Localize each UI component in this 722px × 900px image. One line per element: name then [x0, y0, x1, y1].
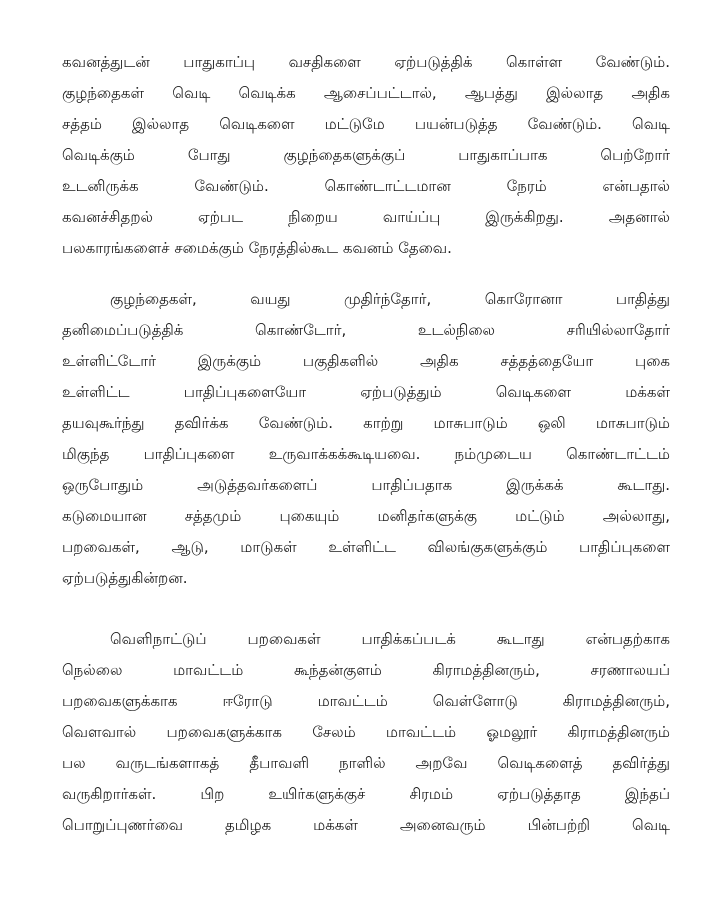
text-line: குழந்தைகள் வெடி வெடிக்க ஆசைப்பட்டால், ஆபத்து இல்லாத அதிக [62, 84, 670, 102]
text-line: குழந்தைகள், வயது முதிர்ந்தோர், கொரோனா பாதித்து [110, 290, 670, 308]
text-line: நெல்லை மாவட்டம் கூந்தன்குளம் கிராமத்தினரும், சரணாலயப் [62, 661, 670, 679]
text-line: மிகுந்த பாதிப்புகளை உருவாக்கக்கூடியவை. நம்முடைய கொண்டாட்டம் [62, 445, 670, 463]
paragraph-spacer [62, 594, 670, 624]
paragraph-spacer [62, 264, 670, 284]
text-line: உடனிருக்க வேண்டும். கொண்டாட்டமான நேரம் என்பதால் [62, 177, 670, 195]
text-line: பொறுப்புணர்வை தமிழக மக்கள் அனைவரும் பின்பற்றி வெடி [62, 816, 670, 834]
text-line: பலகாரங்களைச் சமைக்கும் நேரத்தில்கூட கவனம் தேவை. [62, 239, 452, 257]
text-line: தனிமைப்படுத்திக் கொண்டோர், உடல்நிலை சரியில்லாதோர் [62, 321, 670, 339]
text-line: வெடிக்கும் போது குழந்தைகளுக்குப் பாதுகாப்பாக பெற்றோர் [62, 146, 670, 164]
text-line: உள்ளிட்ட பாதிப்புகளையோ ஏற்படுத்தும் வெடிகளை மக்கள் [62, 383, 670, 401]
text-line: கவனத்துடன் பாதுகாப்பு வசதிகளை ஏற்படுத்திக் கொள்ள வேண்டும். [62, 53, 670, 71]
text-line: சத்தம் இல்லாத வெடிகளை மட்டுமே பயன்படுத்த வேண்டும். வெடி [62, 115, 670, 133]
text-line: ஏற்படுத்துகின்றன. [62, 569, 188, 587]
text-line: தயவுகூர்ந்து தவிர்க்க வேண்டும். காற்று மாசுபாடும் ஒலி மாசுபாடும் [62, 414, 670, 432]
text-line: வௌவால் பறவைகளுக்காக சேலம் மாவட்டம் ஓமலூர் கிராமத்தினரும் [62, 723, 670, 741]
text-line: கடுமையான சத்தமும் புகையும் மனிதர்களுக்கு மட்டும் அல்லாது, [62, 507, 670, 525]
paragraph-2 [62, 284, 670, 594]
text-line: உள்ளிட்டோர் இருக்கும் பகுதிகளில் அதிக சத்தத்தையோ புகை [62, 352, 670, 370]
text-line: பறவைகள், ஆடு, மாடுகள் உள்ளிட்ட விலங்குகளுக்கும் பாதிப்புகளை [62, 538, 670, 556]
document-page [62, 47, 670, 841]
text-line: வெளிநாட்டுப் பறவைகள் பாதிக்கப்படக் கூடாது என்பதற்காக [110, 630, 670, 648]
text-line: ஒருபோதும் அடுத்தவர்களைப் பாதிப்பதாக இருக்கக் கூடாது. [62, 476, 670, 494]
paragraph-1 [62, 47, 670, 264]
text-line: கவனச்சிதறல் ஏற்பட நிறைய வாய்ப்பு இருக்கிறது. அதனால் [62, 208, 670, 226]
text-line: வருகிறார்கள். பிற உயிர்களுக்குச் சிரமம் ஏற்படுத்தாத இந்தப் [62, 785, 670, 803]
text-line: பல வருடங்களாகத் தீபாவளி நாளில் அறவே வெடிகளைத் தவிர்த்து [62, 754, 670, 772]
paragraph-3 [62, 624, 670, 841]
text-line: பறவைகளுக்காக ஈரோடு மாவட்டம் வெள்ளோடு கிராமத்தினரும், [62, 692, 670, 710]
